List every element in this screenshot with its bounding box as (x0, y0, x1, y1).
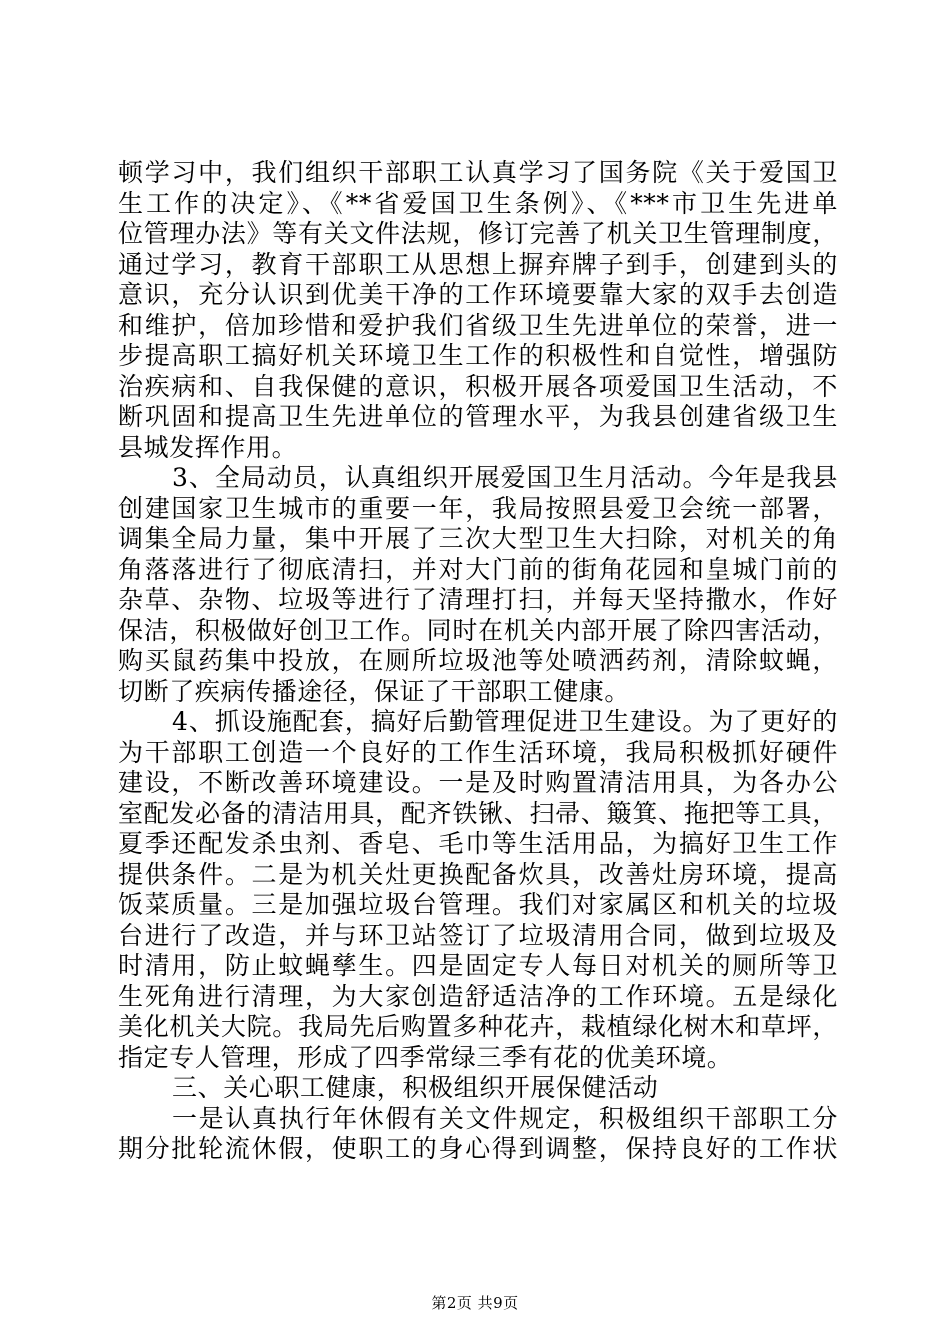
paragraph (118, 1104, 838, 1165)
text-line: 4、抓设施配套，搞好后勤管理促进卫生建设。为了更好的 (172, 707, 838, 736)
document-body (118, 158, 838, 1165)
text-line: 美化机关大院。我局先后购置多种花卉，栽植绿化树木和草坪， (118, 1012, 838, 1041)
paragraph (118, 1073, 838, 1104)
text-line: 创建国家卫生城市的重要一年，我局按照县爱卫会统一部署， (118, 493, 838, 523)
text-line: 和维护，倍加珍惜和爱护我们省级卫生先进单位的荣誉，进一 (118, 310, 838, 340)
text-line: 室配发必备的清洁用具，配齐铁锹、扫帚、簸箕、拖把等工具， (118, 798, 838, 828)
text-line: 保洁，积极做好创卫工作。同时在机关内部开展了除四害活动， (118, 615, 838, 645)
text-line: 购买鼠药集中投放，在厕所垃圾池等处喷洒药剂，清除蚊蝇， (118, 646, 838, 675)
paragraph (118, 158, 838, 463)
text-line: 一是认真执行年休假有关文件规定，积极组织干部职工分 (172, 1103, 838, 1133)
text-line: 调集全局力量，集中开展了三次大型卫生大扫除，对机关的角 (118, 524, 838, 553)
text-line: 治疾病和、自我保健的意识，积极开展各项爱国卫生活动，不 (118, 371, 838, 401)
text-line: 位管理办法》等有关文件法规，修订完善了机关卫生管理制度， (118, 219, 838, 248)
text-line: 饭菜质量。三是加强垃圾台管理。我们对家属区和机关的垃圾 (118, 890, 838, 919)
text-line: 角落落进行了彻底清扫，并对大门前的街角花园和皇城门前的 (118, 554, 838, 584)
text-line: 切断了疾病传播途径，保证了干部职工健康。 (118, 676, 631, 706)
text-line: 夏季还配发杀虫剂、香皂、毛巾等生活用品，为搞好卫生工作 (118, 829, 838, 858)
text-line: 断巩固和提高卫生先进单位的管理水平，为我县创建省级卫生 (118, 402, 838, 431)
text-line: 通过学习，教育干部职工从思想上摒弃牌子到手，创建到头的 (118, 249, 838, 279)
text-line: 为干部职工创造一个良好的工作生活环境，我局积极抓好硬件 (118, 737, 838, 767)
text-line: 建设，不断改善环境建设。一是及时购置清洁用具，为各办公 (118, 768, 838, 797)
text-line: 时清用，防止蚊蝇孳生。四是固定专人每日对机关的厕所等卫 (118, 951, 838, 980)
paragraph (118, 463, 838, 707)
text-line: 台进行了改造，并与环卫站签订了垃圾清用合同，做到垃圾及 (118, 920, 838, 950)
text-line: 指定专人管理，形成了四季常绿三季有花的优美环境。 (118, 1042, 733, 1072)
text-line: 步提高职工搞好机关环境卫生工作的积极性和自觉性，增强防 (118, 341, 838, 370)
text-line: 3、全局动员，认真组织开展爱国卫生月活动。今年是我县 (172, 463, 838, 492)
text-line: 县城发挥作用。 (118, 432, 298, 462)
page-footer: 第2页 共9页 (431, 1294, 519, 1312)
text-line: 生死角进行清理，为大家创造舒适洁净的工作环境。五是绿化 (118, 981, 838, 1011)
text-line: 顿学习中，我们组织干部职工认真学习了国务院《关于爱国卫 (118, 158, 838, 187)
text-line: 意识，充分认识到优美干净的工作环境要靠大家的双手去创造 (118, 280, 838, 309)
text-line: 三、关心职工健康，积极组织开展保健活动 (172, 1073, 659, 1102)
text-line: 生工作的决定》、《**省爱国卫生条例》、《***市卫生先进单 (118, 188, 838, 218)
paragraph (118, 707, 838, 1073)
text-line: 期分批轮流休假，使职工的身心得到调整，保持良好的工作状 (118, 1134, 838, 1163)
text-line: 提供条件。二是为机关灶更换配备炊具，改善灶房环境，提高 (118, 859, 838, 889)
text-line: 杂草、杂物、垃圾等进行了清理打扫，并每天坚持撒水，作好 (118, 585, 838, 614)
